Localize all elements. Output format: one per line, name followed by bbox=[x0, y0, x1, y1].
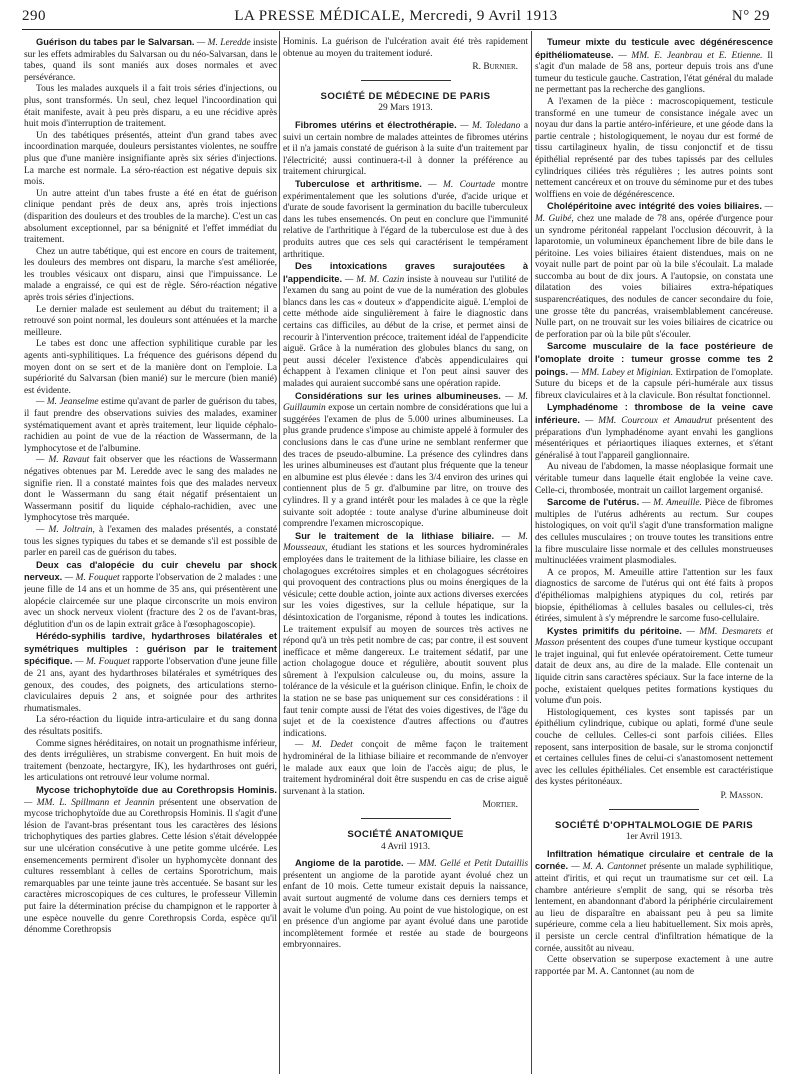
article-text: Le tabes est donc une affection syphilitique curable par les agents anti-syphilitiques. La fréquence des guérisons dépend du moyen dont on se sert et de la manière dont on l'emploie. La supériorité du Salvarsan (bien manié) sur le mercure (bien manié) est évidente. bbox=[24, 339, 277, 396]
article-text: conçoit de même façon le traitement hydrominéral de la lithiase biliaire et recommande de n'envoyer le malade aux eaux que loin de l'accès aigu; de plus, le traitement hydrominéral doit être suspendu en cas de crise aiguë survenant à la station. bbox=[283, 740, 528, 797]
article-text: Hominis. La guérison de l'ulcération avait été très rapidement obtenue au moyen du traitement ioduré. bbox=[283, 37, 528, 59]
article-text: A ce propos, M. Ameuille attire l'attention sur les faux diagnostics de sarcome de l'utérus qui ont été faits à propos d'épithéliomas malpighiens atypiques du col, retirés par biopsie, épithéliomas à cellules basales ou cellules-ci, très étirées, simulent à s'y méprendre le sarcome fuso-cellulaire. bbox=[535, 567, 773, 625]
session-date: 1er Avril 1913. bbox=[625, 832, 683, 843]
article-paragraph bbox=[283, 391, 528, 531]
article-paragraph bbox=[535, 955, 773, 978]
article-paragraph bbox=[283, 179, 528, 261]
article-text: présente un malade syphilitique, atteint d'iritis, et qui reçut un traumatisme sur cet œil. La chambre antérieure s'emplit de sang, qui se résorba très lentement, en abandonnant d'abord la périphérie circulairement au lieu de disparaître en abaissant peu à peu sa limite supérieure, comme cela a lieu habituellement. Six mois après, il persiste un cercle central d'infiltration hématique de la cornée, aussitôt au niveau. bbox=[535, 862, 773, 954]
article-paragraph bbox=[283, 37, 528, 60]
article-paragraph bbox=[24, 37, 277, 84]
column-divider bbox=[279, 31, 280, 1074]
article-paragraph bbox=[535, 462, 773, 497]
article-paragraph bbox=[535, 402, 773, 462]
article-paragraph bbox=[24, 305, 277, 340]
article-title: Mycose trichophytoïde due au Corethropsis Hominis. bbox=[36, 785, 277, 795]
article-text: A l'examen de la pièce : macroscopiquement, testicule transformé en une tumeur de consistance inégale avec un noyau dur dans la partie antéro-inférieure, et une géode dans la partie centrale ; histologiquement, le noyau dur est formé de tissu cartilagineux hyalin, de tissu conjonctif et de tissu épithélial représenté par des tubes tapissés par des cellules cylindriques ciliées très régulières ; les autres points sont nettement cancéreux et on trouve du séminome pur et des tubes wolffiens en voie de dégénérescence. bbox=[535, 96, 773, 200]
article-paragraph bbox=[24, 189, 277, 247]
society-heading: SOCIÉTÉ DE MÉDECINE DE PARIS bbox=[320, 90, 491, 102]
article-list bbox=[535, 37, 773, 789]
article-author: — M. Fouquet bbox=[75, 657, 130, 668]
article-paragraph bbox=[24, 397, 277, 455]
article-text: Au niveau de l'abdomen, la masse néoplasique formait une véritable tumeur dans laquelle était englobée la veine cave. Celle-ci, thrombosée, montrait un caillot largement organisé. bbox=[535, 462, 773, 496]
column-1 bbox=[24, 37, 277, 1078]
article-text: Un des tabétiques présentés, atteint d'un grand tabes avec incoordination marquée, douleurs persistantes violentes, ne souffre plus que d'une manière insignifiante après six séries d'injections. La marche est normale. La séro-réaction est négative depuis six mois. bbox=[24, 130, 277, 188]
article-text: rapporte l'observation d'une jeune fille de 21 ans, ayant des hydarthroses bilatérales et symétriques des genoux, des coudes, des poignets, des articulations sterno-claviculaires depuis 2 ans, et soignée pour des arthrites rhumatismales. bbox=[24, 657, 277, 714]
article-text: présentent un angiome de la parotide ayant évolué chez un enfant de 10 mois. Cette tumeur existait depuis la naissance, avait surtout augmenté de volume dans ces derniers temps et avait le volume d'un poing. Au point de vue histologique, on est en présence d'un angiome par ayant évolué dans une parotide incomplètement formée et restée au stade de bourgeons embryonnaires. bbox=[283, 870, 528, 951]
article-title: Angiome de la parotide. bbox=[295, 858, 404, 869]
article-paragraph bbox=[24, 455, 277, 525]
article-author: — MM. Gellé et Petit Dutaillis bbox=[407, 859, 528, 870]
article-author: — M. Dedet bbox=[295, 740, 353, 751]
column-3 bbox=[535, 37, 773, 1078]
article-author: — M. Ravaut bbox=[36, 455, 90, 466]
article-text: présentent une observation de mycose trichophytoïde due au Corethropsis Hominis. Il s'agit d'une lésion de l'avant-bras présentant tous les caractères des lésions trichophytiques des parties glabres. Cette lésion s'était développée sur une ulcération consécutive à une petite gomme ulcérée. Les ensemencements permirent d'isoler un hyphomycète donnant des cultures ressemblant à celles de certains Sporotrichum, mais remarquables par une teinte jaune très accentuée. Se basant sur les caractères microscopiques de ces cultures, le professeur Villemin put faire la détermination précise du champignon et le rapporter à une espèce nouvelle du genre Corethropsis Corda, espèce qu'il dénomme Corethropsis bbox=[24, 797, 277, 936]
article-text: insiste sur les effets admirables du Salvarsan ou du néo-Salvarsan, dans le tabes, quand ils sont maniés aux doses normales et avec persévérance. bbox=[24, 38, 277, 83]
article-paragraph bbox=[535, 568, 773, 626]
article-title: Infiltration hématique circulaire et centrale de la cornée. bbox=[535, 848, 773, 872]
article-text: fait observer que les réactions de Wassermann négatives obtenues par M. Leredde avec le sang des malades ne signifie rien. Il a constaté maintes fois que des malades nerveux dont le Wassermann du sang était négatif présentaient un Wassermann positif du liquide céphalo-rachidien, avec une lymphocytose très marquée. bbox=[24, 455, 277, 524]
author-signature: R. Burnier. bbox=[472, 62, 518, 73]
article-author: — M. Joltrain, bbox=[36, 524, 95, 535]
article-text: chez une malade de 78 ans, opérée d'urgence pour un syndrome péritonéal rappelant l'occlusion découvrit, à la laparotomie, un volumineux épanchement libre de bile dans le péritoine. Les voies biliaires étaient distendues, mais on ne voyait nulle part de point par où la bile s'écoulait. La malade succomba au bout de dix jours. A l'autopsie, on constata une dilatation des voies biliaires extra-hépatiques susparencréatiques, des nodules de cancer secondaire du foie, une grosse tête du pancréas, vraisemblablement cancéreuse. Nulle part, on ne trouvait sur les voies biliaires de cicatrice ou de perforation par où la bile pût s'écouler. bbox=[535, 213, 773, 340]
section-rule bbox=[609, 809, 699, 810]
article-list bbox=[283, 37, 528, 60]
article-paragraph bbox=[24, 247, 277, 305]
article-text: Histologiquement, ces kystes sont tapissés par un épithélium cylindrique, cubique ou aplati, formé d'une seule couche de cellules. Celles-ci sont parfois ciliées. Elles reposent, sans interposition de basale, sur le stroma conjonctif et certaines cellules fines de celui-ci s'anastomosent nettement avec les cellules épithéliales. Cet ensemble est caractéristique des kystes péritonéaux. bbox=[535, 707, 773, 788]
issue-number: N° 29 bbox=[731, 8, 770, 24]
article-text: Chez un autre tabétique, qui est encore en cours de traitement, les douleurs des membres ont disparu, la marche s'est améliorée, les troubles vésicaux ont disparu, ainsi que l'impuissance. Le malade a engraissé, ce qui est de règle. Séro-réaction négative après trois séries d'injections. bbox=[24, 246, 277, 304]
article-title: Deux cas d'alopécie du cuir chevelu par shock nerveux. bbox=[24, 559, 277, 583]
article-author: — MM. Courcoux et Amaudrut bbox=[584, 416, 712, 426]
article-author: — M. Courtade bbox=[428, 179, 496, 190]
article-author: — MM. Desmarets et Masson bbox=[535, 626, 773, 649]
author-signature: Mortier. bbox=[482, 800, 518, 811]
article-author: — MM. L. Spillmann et Jeannin bbox=[24, 797, 155, 808]
article-text: montre expérimentalement que les solutions d'urée, d'acide urique et d'urate de soude favorisent la germination du bacille tuberculeux dans les tubes ensemencés. On peut en conclure que l'immunité relative de l'arthritique à l'égard de la tuberculose est due à des produits autres que ces sels qui caractérisent le tempérament arthritique. bbox=[283, 179, 528, 260]
article-author: — M. Fouquet bbox=[64, 573, 120, 584]
article-text: La séro-réaction du liquide intra-articulaire et du sang donna des résultats positifs. bbox=[24, 715, 277, 738]
article-author: — M. M. Cazin bbox=[344, 274, 405, 285]
article-text: Cette observation se superpose exactement à une autre rapportée par M. A. Cantonnet (au nom de bbox=[535, 955, 773, 977]
article-paragraph bbox=[535, 97, 773, 201]
article-paragraph bbox=[535, 497, 773, 568]
article-title: Fibromes utérins et électrothérapie. bbox=[295, 119, 457, 130]
article-paragraph bbox=[24, 131, 277, 189]
article-paragraph bbox=[283, 858, 528, 952]
article-title: Considérations sur les urines albumineuses. bbox=[295, 390, 501, 401]
article-paragraph bbox=[283, 740, 528, 798]
article-paragraph bbox=[24, 715, 277, 738]
article-text: a suivi un certain nombre de malades atteintes de fibromes utérins et il n'a jamais constaté de guérison à la suite d'un traitement par l'électricité; aussi continuera-t-il à donner la préférence au traitement chirurgical. bbox=[283, 120, 528, 178]
journal-title: LA PRESSE MÉDICALE, Mercredi, 9 Avril 1913 bbox=[234, 8, 558, 24]
society-heading: SOCIÉTÉ D'OPHTALMOLOGIE DE PARIS bbox=[554, 819, 754, 831]
article-title: Kystes primitifs du péritoine. bbox=[547, 625, 682, 636]
section-rule bbox=[361, 80, 451, 81]
article-author: — M. A. Cantonnet bbox=[571, 862, 647, 873]
article-title: Sarcome musculaire de la face postérieure de l'omoplate droite : tumeur grosse comme tes 2 poings. bbox=[535, 341, 773, 377]
page-number: 290 bbox=[22, 8, 46, 24]
article-title: Guérison du tabes par le Salvarsan. bbox=[36, 37, 195, 47]
article-text: Le dernier malade est seulement au début du traitement; il a retrouvé son point normal, les douleurs sont atténuées et la marche meilleure. bbox=[24, 304, 277, 338]
column-divider bbox=[531, 31, 532, 1074]
article-title: Tuberculose et arthritisme. bbox=[295, 178, 422, 189]
session-date: 4 Avril 1913. bbox=[380, 841, 431, 852]
article-author: — M. Guillaumin bbox=[283, 391, 528, 414]
article-paragraph bbox=[24, 525, 277, 560]
article-paragraph bbox=[24, 739, 277, 785]
column-2 bbox=[283, 37, 528, 1078]
article-paragraph bbox=[535, 626, 773, 708]
article-text: estime qu'avant de parler de guérison du tabes, il faut prendre des observations suivies des malades, examiner systématiquement avant et après traitement, leur liquide céphalo-rachidien au point de vue de la réaction de Wassermann, de la lymphocytose et de l'albumine. bbox=[24, 397, 277, 454]
running-header bbox=[22, 8, 770, 26]
session-date: 29 Mars 1913. bbox=[378, 103, 433, 114]
article-paragraph bbox=[24, 84, 277, 130]
article-text: à l'examen des malades présentés, a constaté tous les signes typiques du tabes et se demande s'il est possible de parler en pareil cas de guérison du tabes. bbox=[24, 524, 277, 559]
article-paragraph bbox=[535, 37, 773, 97]
article-title: Des intoxications graves surajoutées à l'appendicite. bbox=[283, 261, 528, 284]
article-text: Un autre atteint d'un tabes fruste a été en état de guérison clinique pendant près de deux ans, après trois injections (disparition des douleurs et des troubles de la marche). C'est un cas absolument exceptionnel, par sa bénignité et l'effet immédiat du traitement. bbox=[24, 188, 277, 246]
article-list bbox=[24, 37, 277, 937]
article-paragraph bbox=[283, 531, 528, 741]
article-author: — M. Guibé, bbox=[535, 202, 773, 224]
author-signature: P. Masson. bbox=[720, 791, 763, 801]
article-text: expose un certain nombre de considérations que lui a suggérées l'examen de plus de 5.000 urines albumineuses. La plus grande prudence s'impose au chimiste appelé à formuler des conclusions dans le cas d'une urine ne semblant renfermer que des traces de pseudo-albumine. La présence des cylindres dans les urines albumineuses est d'autant plus fréquente que la teneur en albumine est plus élevée : dans les 3/4 environ des urines qui contiennent plus de 5 gr. d'albumine par litre, on trouve des cylindres. Il y a grand intérêt pour les malades à ce que la règle suivante soit adoptée : toute analyse d'urine albumineuse doit comprendre l'examen microscopique. bbox=[283, 403, 528, 530]
article-author: — M. Mousseaux, bbox=[283, 531, 528, 554]
article-title: Hérédo-syphilis tardive, hydarthroses bilatérales et symétriques multiples : guérison par le traitement spécifique. bbox=[24, 631, 277, 667]
article-text: étudiant les stations et les sources hydrominérales employées dans le traitement de la lithiase biliaire, les classe en cholagogues excrétoires simples et en cholagogues sécrétoires qui provoquent des contractions plus ou moins énergiques de la vésicule; cette double action, jointe aux actions diverses exercées sur les voies digestives, sur la cellule hépatique, sur la désintoxication de l'organisme, répond à toutes les indications. Le traitement expulsif au moyen de sources très actives ne répond qu'à un très petit nombre de cas; par contre, il est souvent inefficace et même dangereux. Le traitement sédatif, par une action cholagogue douce et régulière, aboutit souvent plus sûrement à l'expulsion calculeuse ou, du moins, assure la tolérance de la vésicule et la guérison clinique. Enfin, le choix de la station ne se base pas uniquement sur ces considérations : il faut tenir compte aussi de l'état des voies digestives, de l'âge du sujet et de la coexistence d'autres affections ou d'autres indications. bbox=[283, 543, 528, 739]
article-paragraph bbox=[24, 631, 277, 715]
article-paragraph bbox=[283, 120, 528, 179]
article-list bbox=[283, 858, 528, 952]
article-text: présentent des préparations d'un lymphadénome ayant envahi les ganglions mésentériques et périaortiques iliaques externes, et s'étant généralisé à tout l'appareil ganglionnaire. bbox=[535, 416, 773, 461]
article-title: Sarcome de l'utérus. bbox=[547, 497, 640, 508]
article-text: Tous les malades auxquels il a fait trois séries d'injections, ou plus, sont transformés. Un seul, chez lequel l'incoordination qui était manifeste, avait à peu près disparu, a eu une récidive après huit mois d'interruption de traitement. bbox=[24, 84, 277, 130]
article-paragraph bbox=[283, 261, 528, 391]
article-title: Cholépéritoine avec intégrité des voies biliaires. bbox=[547, 201, 762, 212]
article-text: insiste à nouveau sur l'utilité de l'examen du sang au point de vue de la numération des globules blancs dans les cas « douteux » d'appendicite aiguë. L'emploi de cette méthode aide singulièrement à faire le diagnostic dans certains cas difficiles, au début de la crise, et permet ainsi de recourir à l'intervention précoce, traitement idéal de l'appendicite aiguë. Grâce à la numération des globules blancs du sang, on peut aussi déceler l'existence d'abcès appendiculaires qui échappent à l'examen clinique et l'on peut ainsi sauver des malades qui auraient succombé sans une opération rapide. bbox=[283, 274, 528, 390]
article-paragraph bbox=[535, 708, 773, 789]
article-author: — MM. E. Jeanbrau et E. Etienne. bbox=[618, 50, 763, 61]
section-rule bbox=[361, 818, 451, 819]
article-text: Comme signes héréditaires, on notait un prognathisme inférieur, des dents irrégulières, un strabisme convergent. En huit mois de traitement (benzoate, hectargyre, IK), les hydarthroses ont guéri, les articulations ont retrouvé leur volume normal. bbox=[24, 738, 277, 784]
article-paragraph bbox=[24, 560, 277, 632]
article-text: Il s'agit d'un malade de 58 ans, porteur depuis trois ans d'une tumeur du testicule gauche. Castration, l'état général du malade ne permettant pas la recherche des ganglions. bbox=[535, 50, 773, 96]
article-paragraph bbox=[24, 785, 277, 937]
society-heading: SOCIÉTÉ ANATOMIQUE bbox=[347, 829, 464, 840]
article-author: — M. Ameuille. bbox=[642, 498, 702, 509]
article-text: rapporte l'observation de 2 malades : une jeune fille de 14 ans et un homme de 35 ans, qui présentèrent une alopécie claircemée sur une plaque circonscrite un mois environ avec un shock nerveux violent (fracture des 2 os de l'avant-bras, déglutition d'un os de lapin extrait grâce à l'œsophagoscopie). bbox=[24, 573, 277, 630]
article-list bbox=[283, 120, 528, 798]
article-author: — M. Jeanselme bbox=[36, 397, 99, 408]
article-text: Pièce de fibromes multiples de l'utérus adhérents au rectum. Sur coupes histologiques, on voit qu'il s'agit d'une transformation maligne des cellules musculaires ; on trouve toutes les transitions entre la fibre musculaire lisse normale et des cellules monstrueuses multinucléées vraiment plasmodiales. bbox=[535, 498, 773, 567]
header-rule bbox=[22, 29, 770, 30]
article-author: — M. Leredde bbox=[196, 38, 251, 48]
article-paragraph bbox=[535, 849, 773, 955]
article-text: présentent des coupes d'une tumeur kystique occupant le trajet inguinal, qui fut enlevée opératoirement. Cette tumeur datait de deux ans, au dire de la malade. Elle contenait un liquide citrin sans caractères spéciaux. Sur la face interne de la poche, existaient quelques petites formations kystiques du volume d'un pois. bbox=[535, 638, 773, 707]
article-title: Sur le traitement de la lithiase biliaire. bbox=[295, 530, 495, 541]
article-author: — MM. Labey et Miginian. bbox=[570, 367, 674, 378]
article-paragraph bbox=[535, 341, 773, 402]
article-title: Lymphadénome : thrombose de la veine cave inférieure. bbox=[535, 402, 773, 425]
article-author: — M. Toledano bbox=[460, 120, 521, 131]
article-title: Tumeur mixte du testicule avec dégénérescence épithéliomateuse. bbox=[535, 37, 773, 60]
article-text: Extirpation de l'omoplate. Suture du biceps et de la capsule péri-humérale aux tissus fibreux claviculaires et à la clavicule. Bon résultat fonctionnel. bbox=[535, 367, 773, 401]
article-list bbox=[535, 849, 773, 979]
article-paragraph bbox=[535, 201, 773, 341]
article-paragraph bbox=[24, 339, 277, 397]
